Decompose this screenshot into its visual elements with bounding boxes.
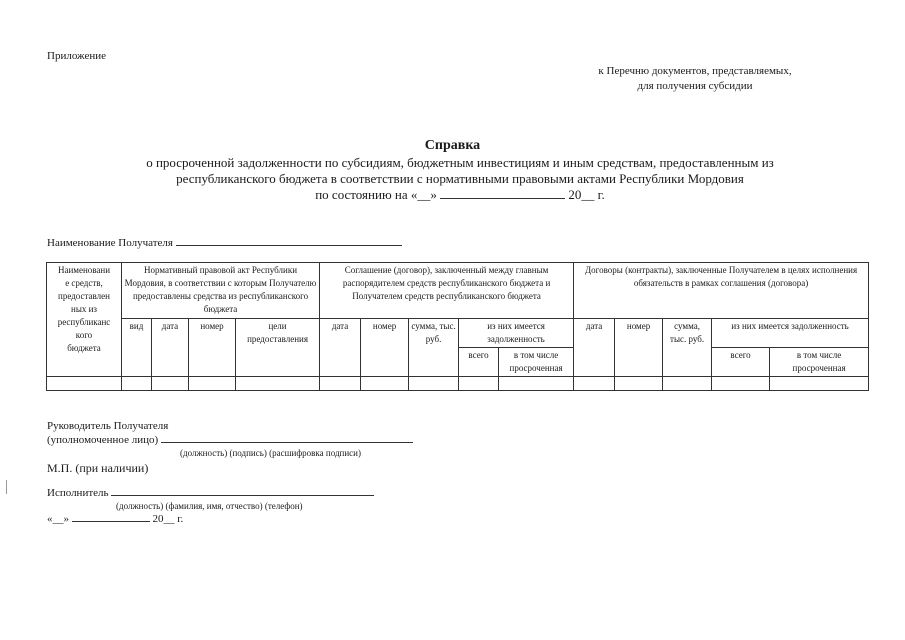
reference-line-2: для получения субсидии xyxy=(637,80,753,92)
table-cell[interactable] xyxy=(189,377,236,391)
debt-table xyxy=(46,262,869,391)
table-cell[interactable] xyxy=(236,377,320,391)
appendix-label: Приложение xyxy=(47,50,107,62)
date-year: 20__ г. xyxy=(152,513,184,525)
agreement-debt-overdue: в том числе просроченная xyxy=(499,348,574,377)
date-prefix: «__» xyxy=(47,513,69,525)
scan-margin-mark xyxy=(6,480,7,494)
agreement-date: дата xyxy=(320,319,361,377)
table-cell[interactable] xyxy=(459,377,499,391)
table-cell[interactable] xyxy=(409,377,459,391)
subtitle-line-2: республиканского бюджета в соответствии с нормативными правовыми актами Республики Мордовия xyxy=(176,171,744,186)
table-row xyxy=(47,377,869,391)
group-agreement: Соглашение (договор), заключенный между главным распорядителем средств республиканского бюджета и Получателем средств республиканского бюджета xyxy=(320,263,574,319)
npa-number: номер xyxy=(189,319,236,377)
table-cell[interactable] xyxy=(152,377,189,391)
contract-debt-total: всего xyxy=(712,348,770,377)
executor-blank[interactable] xyxy=(111,495,374,496)
contract-debt-overdue: в том числе просроченная xyxy=(770,348,869,377)
table-header-row-1 xyxy=(47,263,869,319)
head-line-1: Руководитель Получателя xyxy=(47,420,169,432)
date-row xyxy=(47,513,183,525)
head-label: (уполномоченное лицо) xyxy=(47,434,159,446)
head-hint: (должность) (подпись) (расшифровка подписи) xyxy=(180,448,361,458)
group-npa: Нормативный правовой акт Республики Мордовия, в соответствии с которым Получателю предоставлены средства из республиканского бюджета xyxy=(122,263,320,319)
table-cell[interactable] xyxy=(122,377,152,391)
document-title: Справка xyxy=(424,138,481,153)
document-subtitle xyxy=(90,155,830,203)
table-cell[interactable] xyxy=(361,377,409,391)
table-cell[interactable] xyxy=(712,377,770,391)
npa-date: дата xyxy=(152,319,189,377)
table-cell[interactable] xyxy=(320,377,361,391)
subtitle-line-3 xyxy=(90,187,830,203)
executor-row xyxy=(47,487,374,499)
executor-hint: (должность) (фамилия, имя, отчество) (телефон) xyxy=(116,501,303,511)
table-cell[interactable] xyxy=(663,377,712,391)
reference-note xyxy=(560,64,830,94)
as-of-date-prefix: по состоянию на «__» xyxy=(315,187,437,202)
contract-sum: сумма, тыс. руб. xyxy=(663,319,712,377)
agreement-debt-total: всего xyxy=(459,348,499,377)
executor-label: Исполнитель xyxy=(47,487,109,499)
as-of-date-blank[interactable] xyxy=(440,198,565,199)
reference-line-1: к Перечню документов, представляемых, xyxy=(598,65,792,77)
as-of-year: 20__ г. xyxy=(568,187,605,202)
contract-debt-header: из них имеется задолженность xyxy=(712,319,869,348)
head-line-2 xyxy=(47,434,413,446)
group-contracts: Договоры (контракты), заключенные Получателем в целях исполнения обязательств в рамках соглашения (договора) xyxy=(574,263,869,319)
date-blank[interactable] xyxy=(72,521,150,522)
stamp-label: М.П. (при наличии) xyxy=(47,461,149,475)
subtitle-line-1: о просроченной задолженности по субсидиям, бюджетным инвестициям и иным средствам, предоставленным из xyxy=(146,155,774,170)
table-cell[interactable] xyxy=(574,377,615,391)
contract-number: номер xyxy=(615,319,663,377)
npa-type: вид xyxy=(122,319,152,377)
table-header-row-2 xyxy=(47,319,869,348)
recipient-blank[interactable] xyxy=(176,245,402,246)
contract-date: дата xyxy=(574,319,615,377)
table-cell[interactable] xyxy=(47,377,122,391)
agreement-debt-header: из них имеется задолженность xyxy=(459,319,574,348)
table-cell[interactable] xyxy=(499,377,574,391)
npa-purpose: цели предоставления xyxy=(236,319,320,377)
col-funds-name: Наименовани е средств, предоставлен ных из республиканс кого бюджета xyxy=(47,263,122,377)
agreement-sum: сумма, тыс. руб. xyxy=(409,319,459,377)
agreement-number: номер xyxy=(361,319,409,377)
table-cell[interactable] xyxy=(615,377,663,391)
recipient-label: Наименование Получателя xyxy=(47,237,173,249)
head-signature-blank[interactable] xyxy=(161,442,413,443)
table-cell[interactable] xyxy=(770,377,869,391)
recipient-row xyxy=(47,237,402,249)
